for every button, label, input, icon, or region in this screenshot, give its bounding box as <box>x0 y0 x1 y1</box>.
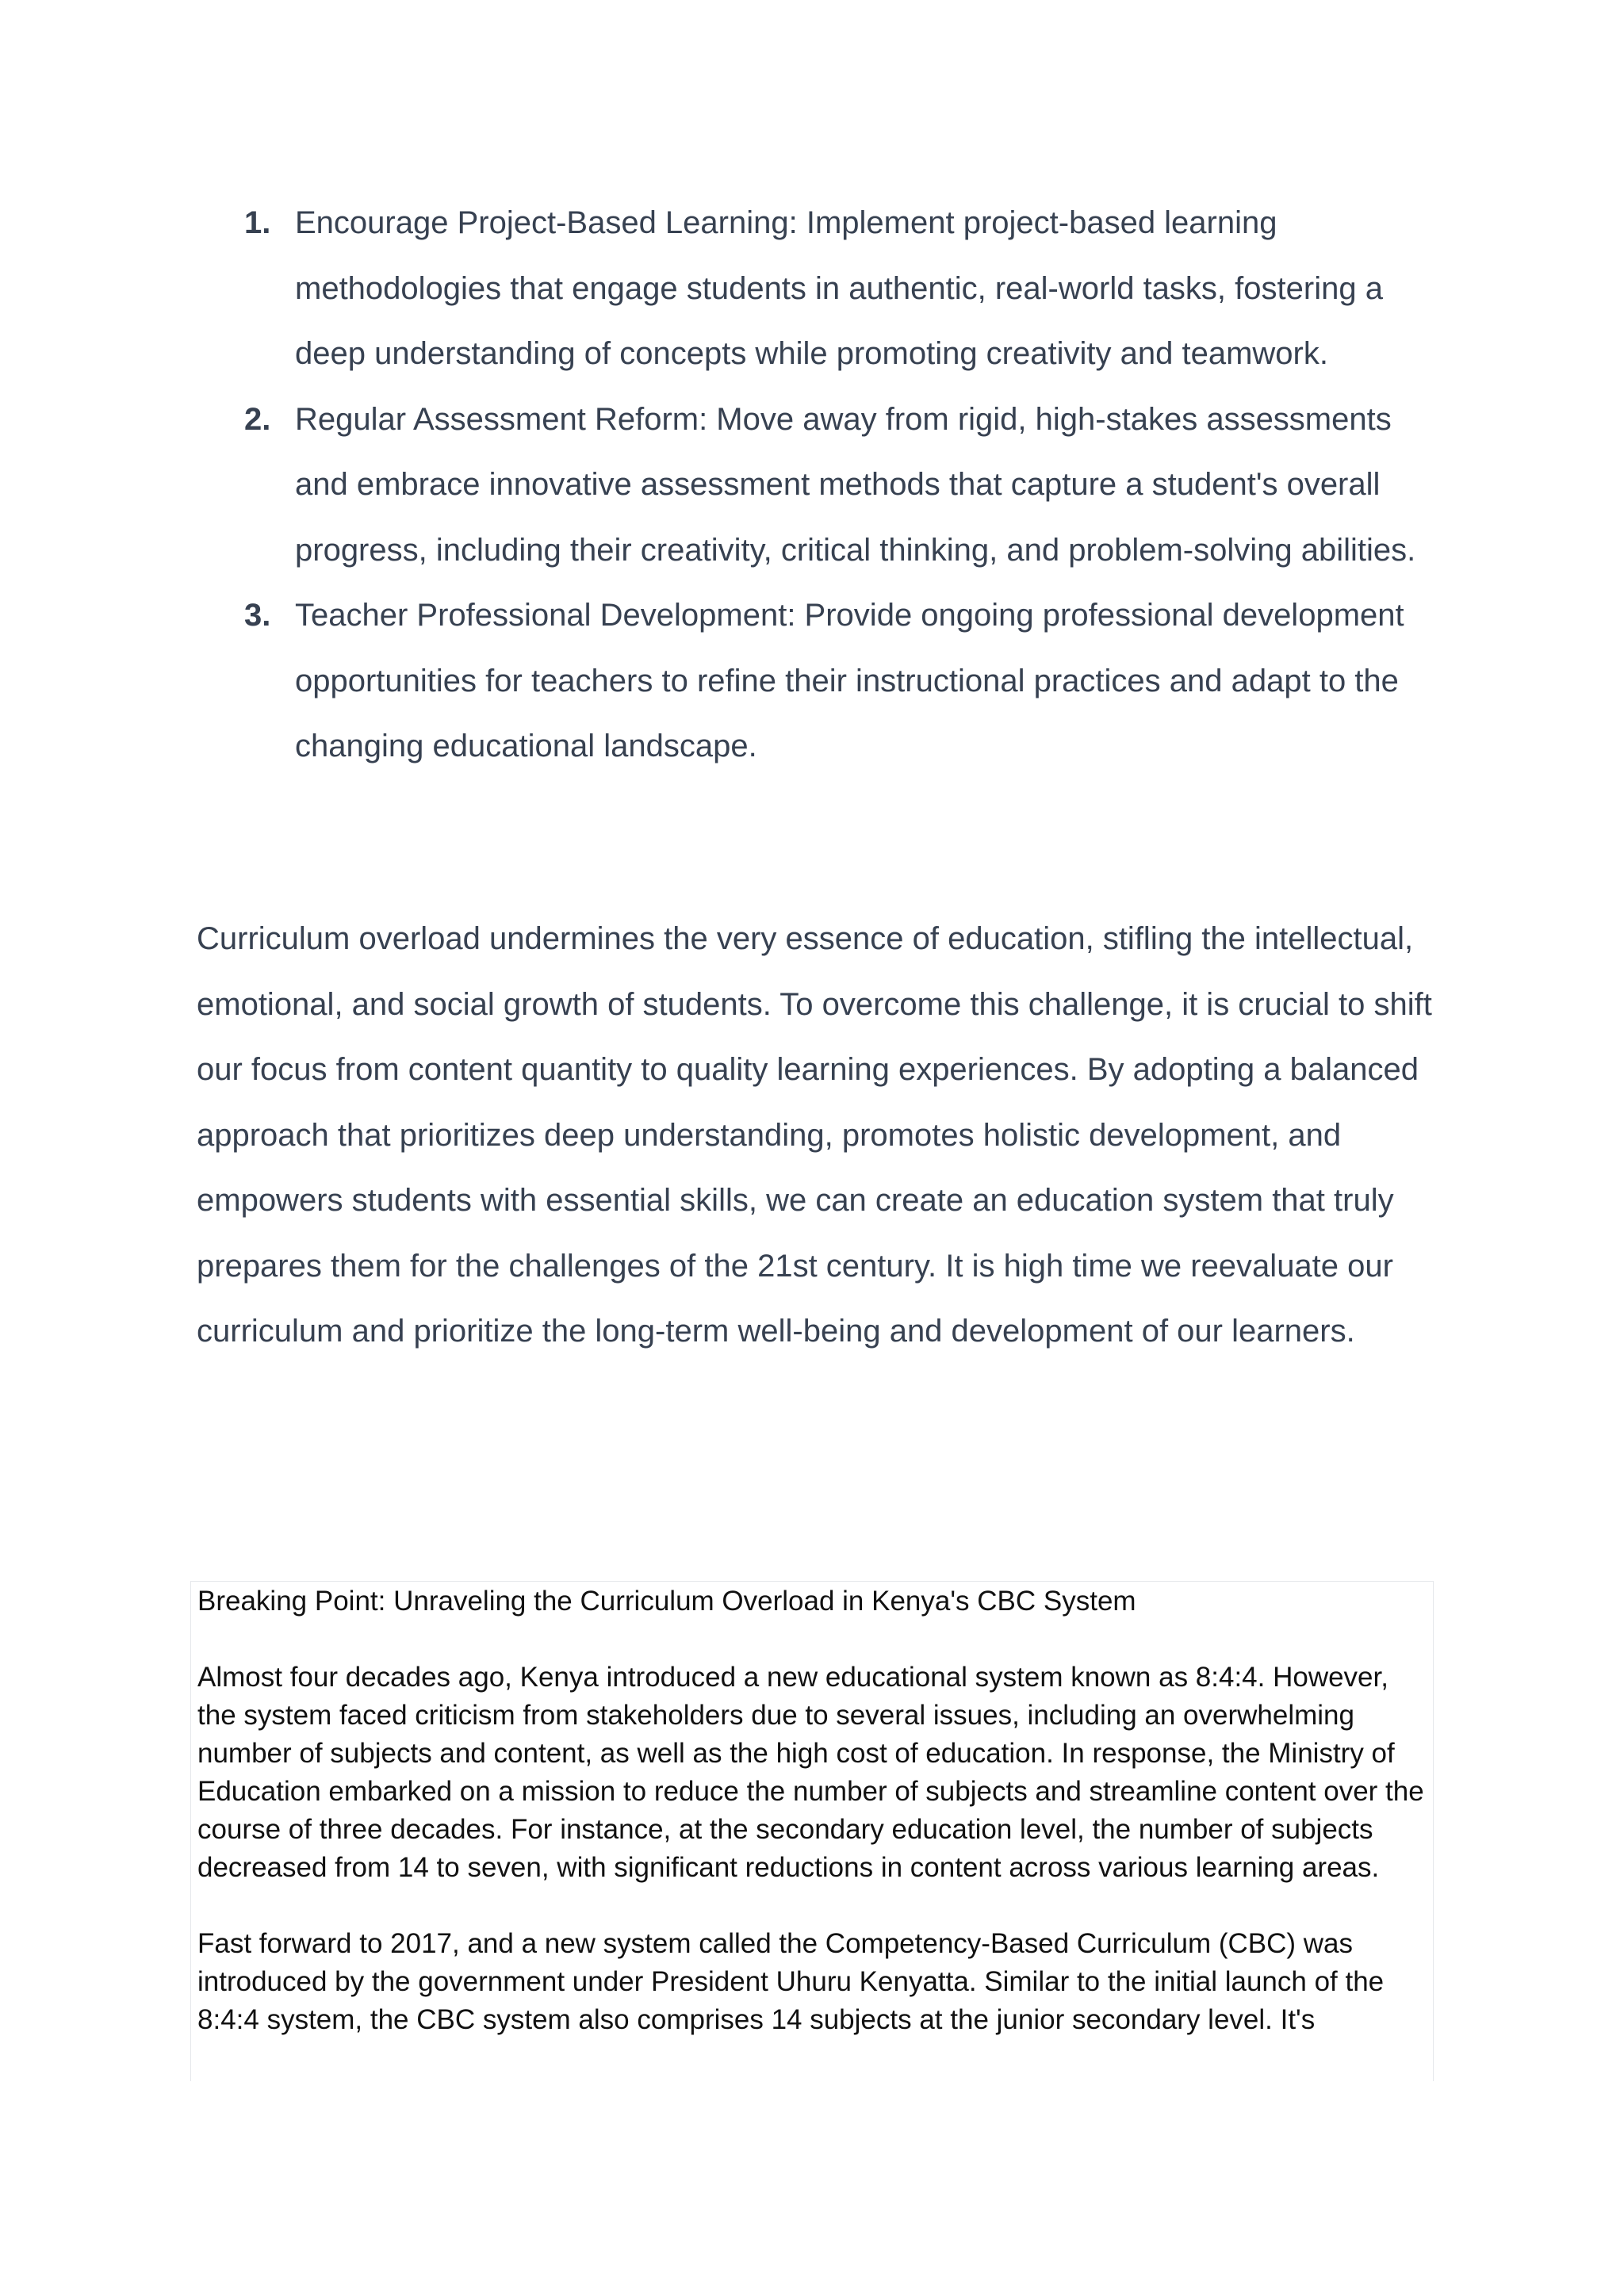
list-item-text: Regular Assessment Reform: Move away from rigid, high-stakes assessments and embrace innovative assessment methods that capture a student's overall progress, including their creativity, critical thinking, and problem-solving abilities. <box>295 401 1416 568</box>
list-item-text: Encourage Project-Based Learning: Implement project-based learning methodologies that engage students in authentic, real-world tasks, fostering a deep understanding of concepts while promoting creativity and teamwork. <box>295 205 1383 371</box>
embedded-article <box>190 1581 1434 2081</box>
list-number: 2. <box>244 401 271 437</box>
list-item <box>238 190 1443 387</box>
conclusion-paragraph: Curriculum overload undermines the very essence of education, stifling the intellectual, emotional, and social growth of students. To overcome this challenge, it is crucial to shift our focus from content quantity to quality learning experiences. By adopting a balanced approach that prioritizes deep understanding, promotes holistic development, and empowers students with essential skills, we can create an education system that truly prepares them for the challenges of the 21st century. It is high time we reevaluate our curriculum and prioritize the long-term well-being and development of our learners. <box>197 921 1432 1349</box>
article-paragraph: Fast forward to 2017, and a new system called the Competency-Based Curriculum (CBC) was introduced by the government under President Uhuru Kenyatta. Similar to the initial launch of the 8:4:4 system, the CBC system also comprises 14 subjects at the junior secondary level. It's <box>197 1928 1385 2035</box>
list-item <box>238 387 1443 584</box>
article-content <box>191 1582 1433 2039</box>
list-item <box>238 583 1443 779</box>
list-item-text: Teacher Professional Development: Provide ongoing professional development opportunities for teachers to refine their instructional practices and adapt to the changing educational landscape. <box>295 598 1404 763</box>
article-title: Breaking Point: Unraveling the Curriculum Overload in Kenya's CBC System <box>197 1586 1136 1617</box>
list-number: 1. <box>244 205 271 240</box>
list-number: 3. <box>244 598 271 633</box>
recommendations-list <box>238 190 1443 779</box>
article-paragraph: Almost four decades ago, Kenya introduced a new educational system known as 8:4:4. However, the system faced criticism from stakeholders due to several issues, including an overwhelming number of subjects and content, as well as the high cost of education. In response, the Ministry of Education embarked on a mission to reduce the number of subjects and streamline content over the course of three decades. For instance, at the secondary education level, the number of subjects decreased from 14 to seven, with significant reductions in content across various learning areas. <box>197 1662 1424 1883</box>
